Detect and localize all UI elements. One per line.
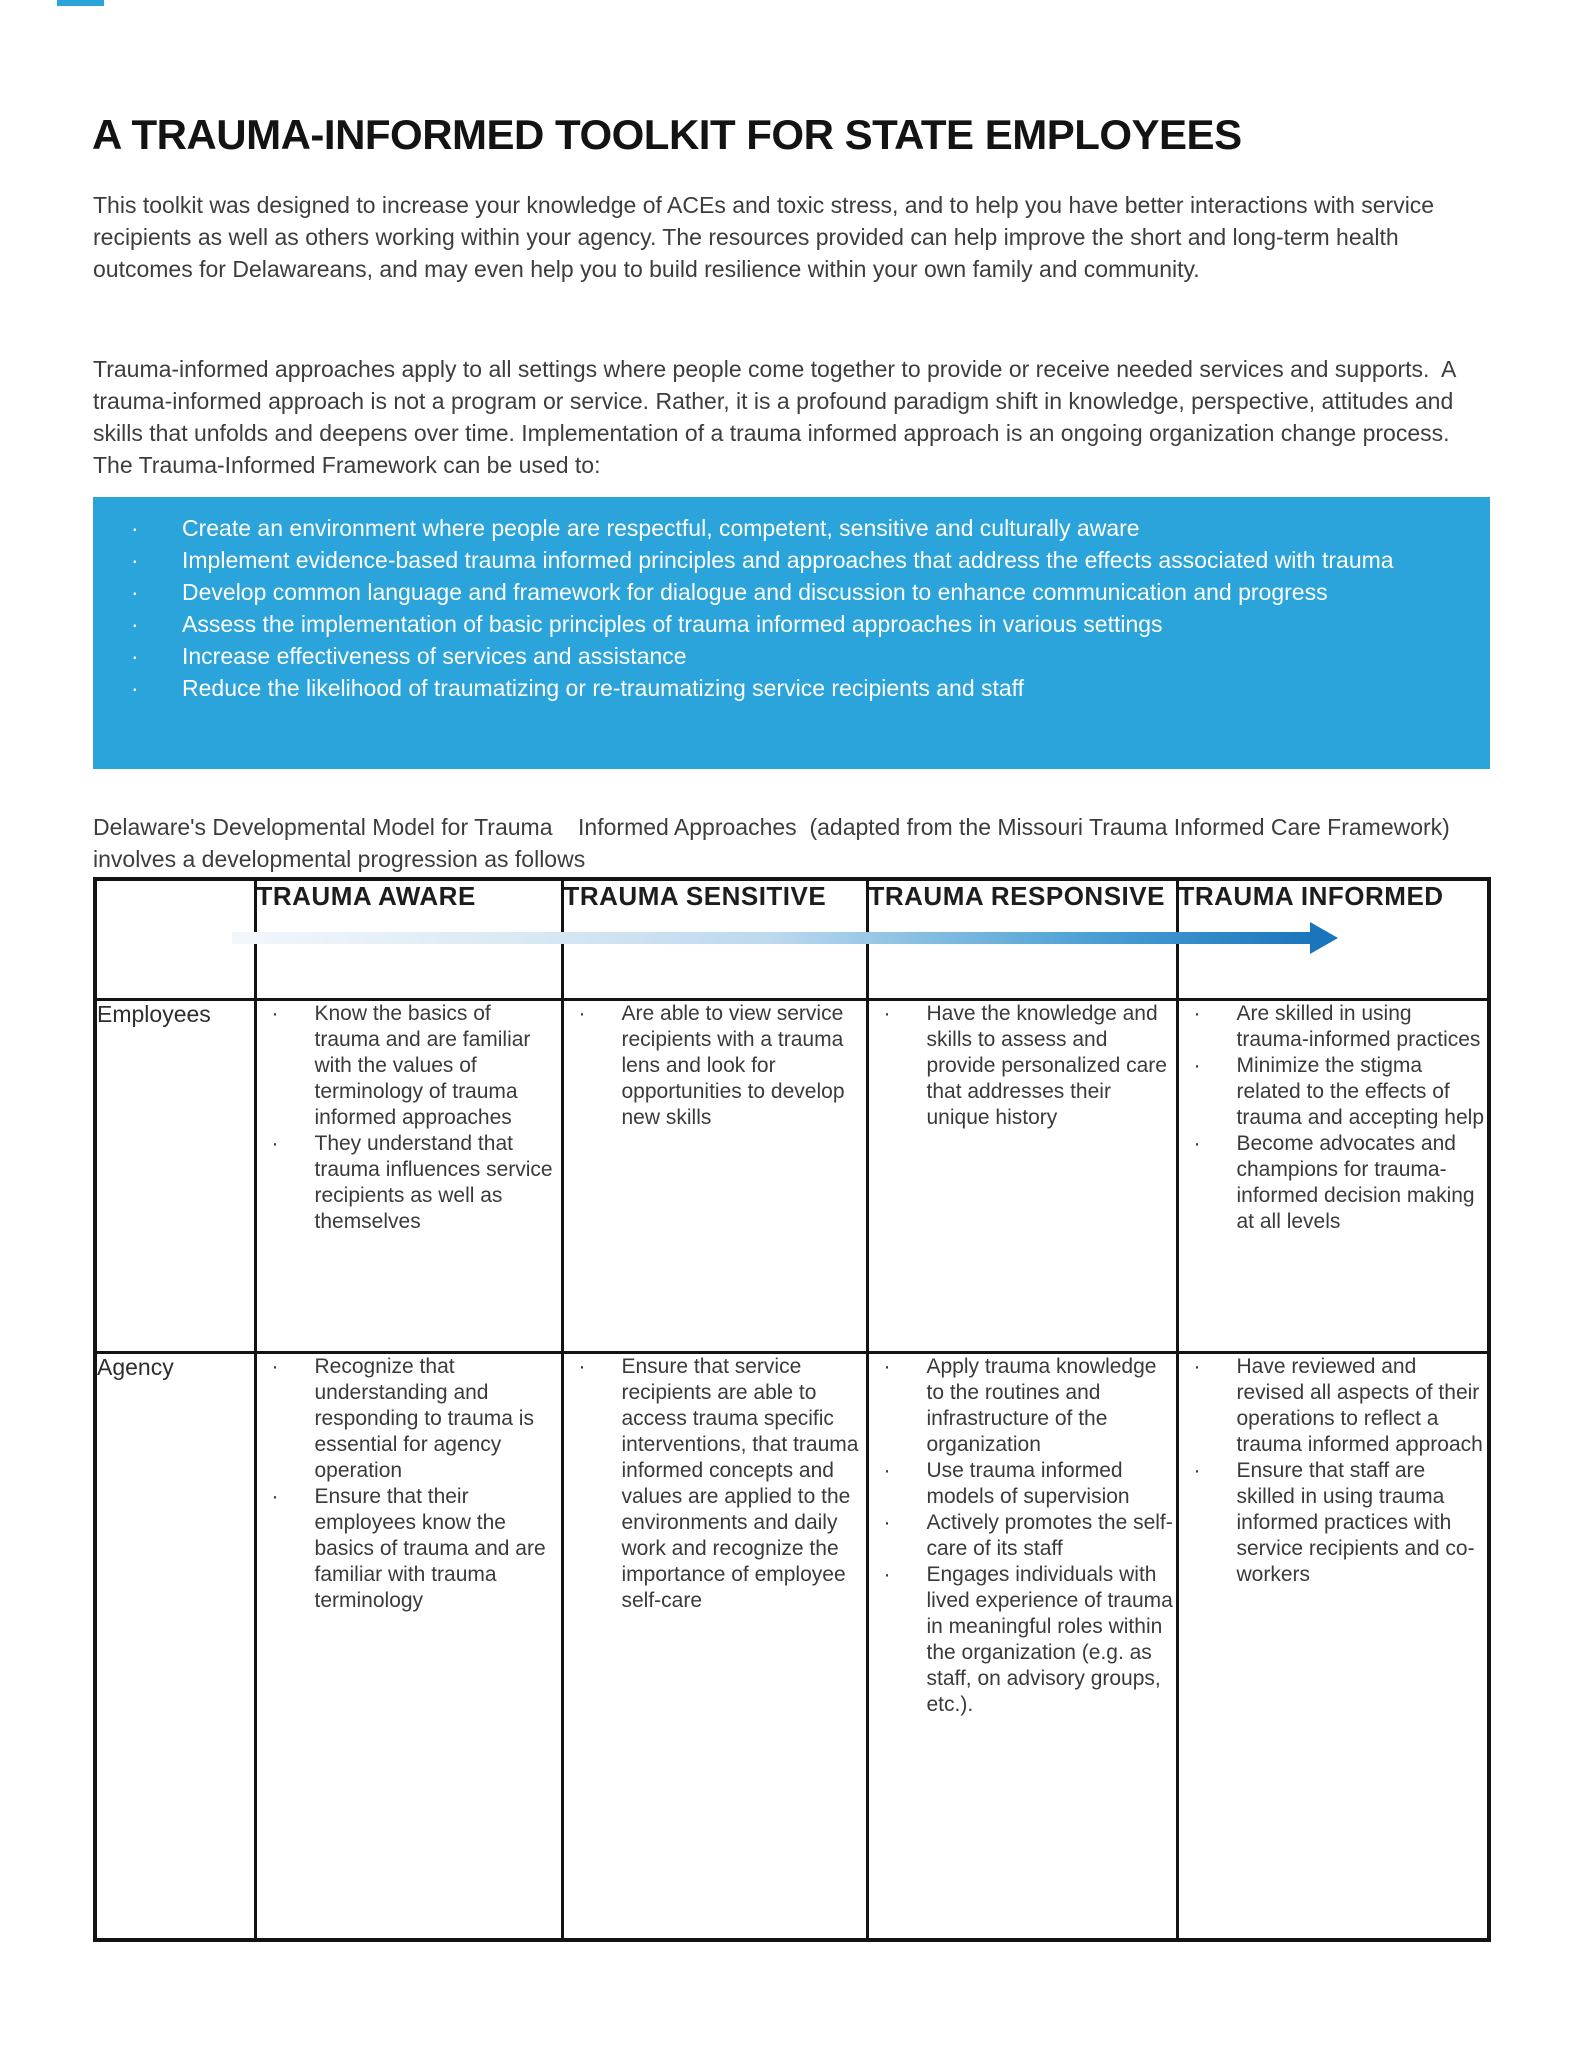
column-header-trauma-informed: TRAUMA INFORMED	[1177, 879, 1489, 999]
cell-bullet-text: Engages individuals with lived experience of trauma in meaningful roles within the organization (e.g. as staff, on advisory groups, etc.).	[926, 1562, 1173, 1716]
cell-bullet	[869, 1001, 1176, 1131]
highlight-bullet	[93, 576, 1466, 608]
cell-bullet	[1179, 1458, 1488, 1588]
cell-bullet-text: Actively promotes the self-care of its staff	[926, 1510, 1173, 1560]
highlight-bullet-text: Assess the implementation of basic principles of trauma informed approaches in various settings	[182, 611, 1163, 637]
cell-bullet-text: Ensure that their employees know the basics of trauma and are familiar with trauma terminology	[314, 1484, 546, 1612]
cell-bullet	[869, 1562, 1176, 1718]
cell-bullet	[1179, 1001, 1488, 1053]
column-header-trauma-aware: TRAUMA AWARE	[255, 879, 562, 999]
highlight-bullet-text: Increase effectiveness of services and assistance	[182, 643, 687, 669]
cell-bullet-text: Have reviewed and revised all aspects of their operations to reflect a trauma informed approach	[1236, 1354, 1483, 1456]
cell-employees-aware	[255, 999, 562, 1352]
cell-bullet-text: Ensure that staff are skilled in using trauma informed practices with service recipients and co-workers	[1236, 1458, 1475, 1586]
cell-bullet	[564, 1001, 866, 1131]
column-header-trauma-responsive: TRAUMA RESPONSIVE	[867, 879, 1177, 999]
highlight-box	[93, 497, 1490, 769]
cell-bullet-text: They understand that trauma influences service recipients as well as themselves	[314, 1131, 553, 1233]
highlight-bullet	[93, 672, 1466, 704]
cell-agency-sensitive	[562, 1352, 867, 1940]
highlight-bullet	[93, 640, 1466, 672]
cell-bullet-text: Are skilled in using trauma-informed practices	[1236, 1001, 1481, 1051]
progression-arrow-bar	[232, 932, 1312, 944]
highlight-bullet-text: Reduce the likelihood of traumatizing or re-traumatizing service recipients and staff	[182, 675, 1025, 701]
cell-agency-responsive	[867, 1352, 1177, 1940]
cell-bullet	[869, 1354, 1176, 1458]
cell-bullet-text: Use trauma informed models of supervision	[926, 1458, 1130, 1508]
highlight-bullet-text: Implement evidence-based trauma informed principles and approaches that address the effects associated with trauma	[182, 547, 1394, 573]
cell-bullet-text: Ensure that service recipients are able to access trauma specific interventions, that trauma informed concepts and values are applied to the environments and daily work and recognize the importance of employee self-care	[621, 1354, 859, 1612]
cell-bullet	[564, 1354, 866, 1614]
cell-bullet	[1179, 1053, 1488, 1131]
cell-employees-sensitive	[562, 999, 867, 1352]
corner-header-cell	[95, 879, 255, 999]
cell-bullet-text: Are able to view service recipients with a trauma lens and look for opportunities to develop new skills	[621, 1001, 845, 1129]
intro-paragraph-1: This toolkit was designed to increase your knowledge of ACEs and toxic stress, and to help you have better interactions with service recipients as well as others working within your agency. The resources provided can help improve the short and long-term health outcomes for Delawareans, and may even help you to build resilience within your own family and community.	[93, 192, 1441, 282]
cell-bullet-text: Have the knowledge and skills to assess and provide personalized care that addresses their unique history	[926, 1001, 1167, 1129]
cell-bullet	[1179, 1131, 1488, 1235]
cell-employees-informed	[1177, 999, 1489, 1352]
cell-bullet	[257, 1131, 561, 1235]
framework-table	[93, 877, 1491, 1942]
cell-bullet-text: Minimize the stigma related to the effects of trauma and accepting help	[1236, 1053, 1484, 1129]
column-header-trauma-sensitive: TRAUMA SENSITIVE	[562, 879, 867, 999]
cell-bullet	[869, 1458, 1176, 1510]
highlight-bullet	[93, 512, 1466, 544]
page-edge-mark	[57, 0, 104, 6]
highlight-bullet	[93, 544, 1466, 576]
cell-agency-aware	[255, 1352, 562, 1940]
cell-bullet-text: Know the basics of trauma and are familiar with the values of terminology of trauma informed approaches	[314, 1001, 531, 1129]
table-row-agency	[95, 1352, 1489, 1940]
highlight-bullet-text: Create an environment where people are respectful, competent, sensitive and culturally aware	[182, 515, 1140, 541]
row-header-employees: Employees	[95, 999, 255, 1352]
cell-bullet	[869, 1510, 1176, 1562]
cell-bullet	[257, 1354, 561, 1484]
cell-bullet-text: Apply trauma knowledge to the routines and infrastructure of the organization	[926, 1354, 1157, 1456]
table-row-employees	[95, 999, 1489, 1352]
cell-bullet-text: Become advocates and champions for trauma-informed decision making at all levels	[1236, 1131, 1475, 1233]
cell-bullet	[257, 1001, 561, 1131]
intro-paragraph-2: Trauma-informed approaches apply to all settings where people come together to provide or receive needed services and supports. A trauma-informed approach is not a program or service. Rather, it is a profound paradigm shift in knowledge, perspective, attitudes and skills that unfolds and deepens over time. Implementation of a trauma informed approach is an ongoing organization change process. The Trauma-Informed Framework can be used to:	[93, 356, 1462, 478]
cell-bullet-text: Recognize that understanding and responding to trauma is essential for agency operation	[314, 1354, 534, 1482]
progression-arrow-head-icon	[1310, 922, 1338, 954]
highlight-bullet	[93, 608, 1466, 640]
table-intro-paragraph: Delaware's Developmental Model for Trauma Informed Approaches (adapted from the Missouri Trauma Informed Care Framework) involves a developmental progression as follows	[93, 814, 1457, 872]
cell-bullet	[257, 1484, 561, 1614]
cell-employees-responsive	[867, 999, 1177, 1352]
highlight-bullet-text: Develop common language and framework for dialogue and discussion to enhance communication and progress	[182, 579, 1328, 605]
row-header-agency: Agency	[95, 1352, 255, 1940]
cell-agency-informed	[1177, 1352, 1489, 1940]
page-title: A TRAUMA-INFORMED TOOLKIT FOR STATE EMPLOYEES	[92, 111, 1242, 159]
cell-bullet	[1179, 1354, 1488, 1458]
